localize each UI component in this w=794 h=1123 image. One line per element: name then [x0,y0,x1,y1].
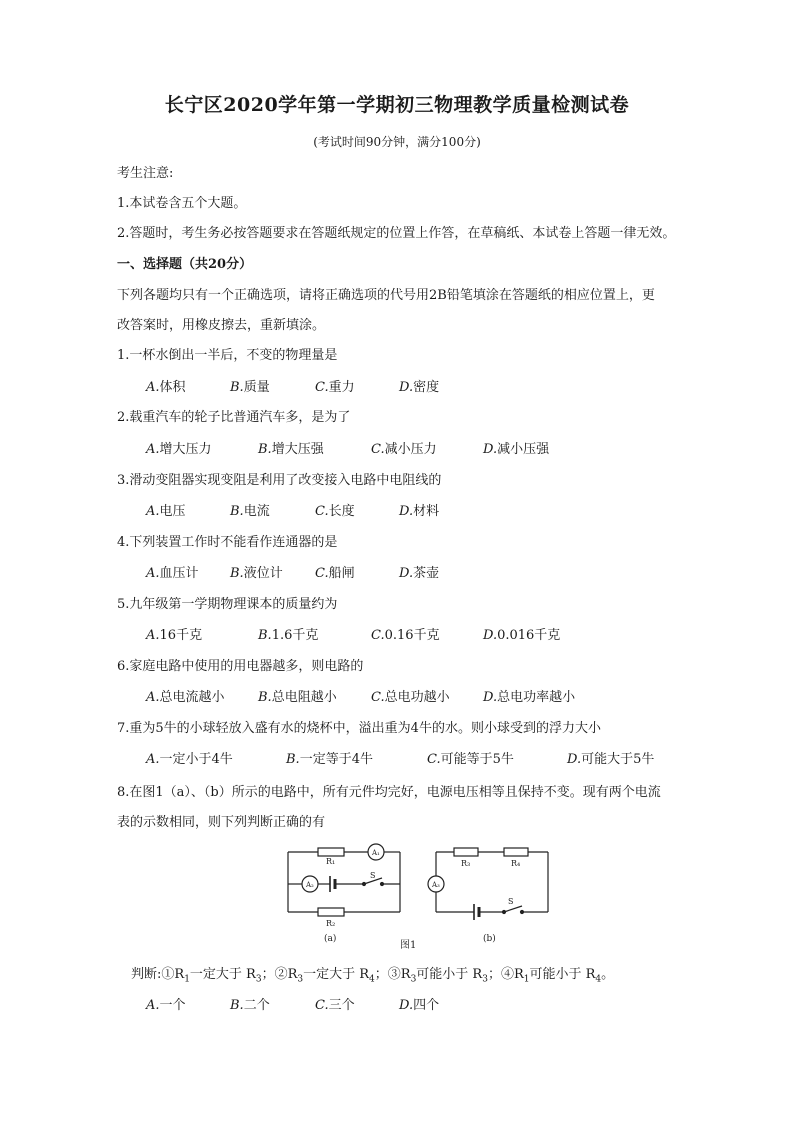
q8-option-c: C.三个 [315,998,355,1013]
question-8-stem-2: 表的示数相同，则下列判断正确的有 [117,815,326,830]
resistor-r1-a [318,848,344,856]
label-b: (b) [483,934,496,944]
q2-option-b: B.增大压强 [258,442,324,457]
switch-b [504,906,522,912]
q8-option-a: A.一个 [146,998,186,1013]
q3-option-a: A.电压 [146,504,186,519]
q7-option-d: D.可能大于5牛 [567,752,655,767]
section-instruction-1: 下列各题均只有一个正确选项，请将正确选项的代号用2B铅笔填涂在答题纸的相应位置上，更 [117,288,655,303]
notice-heading: 考生注意: [117,166,174,181]
figure-caption: 图1 [400,940,417,951]
circuit-a [288,844,400,916]
label-a2: A₂ [306,881,314,889]
q6-option-a: A.总电流越小 [146,690,225,705]
question-2-stem: 2.载重汽车的轮子比普通汽车多，是为了 [117,410,351,425]
q6-option-b: B.总电阻越小 [258,690,337,705]
section-heading: 一、选择题（共20分） [117,257,253,272]
q8-option-d: D.四个 [399,998,440,1013]
q8-option-b: B.二个 [230,998,270,1013]
question-8-stem: 8.在图1（a）、（b）所示的电路中，所有元件均完好，电源电压相等且保持不变。现有两个电流 [117,785,661,800]
question-1-stem: 1.一杯水倒出一半后，不变的物理量是 [117,348,338,363]
label-a: (a) [324,934,337,944]
q2-option-d: D.减小压强 [483,442,550,457]
section-instruction-2: 改答案时，用橡皮擦去，重新填涂。 [117,318,326,333]
q5-option-b: B.1.6千克 [258,628,319,643]
label-a3: A₃ [432,881,440,889]
q1-option-a: A.体积 [146,380,186,395]
question-6-stem: 6.家庭电路中使用的用电器越多，则电路的 [117,659,364,674]
question-7-stem: 7.重为5牛的小球轻放入盛有水的烧杯中，溢出重为4牛的水。则小球受到的浮力大小 [117,721,601,736]
q7-option-a: A.一定小于4牛 [146,752,233,767]
question-5-stem: 5.九年级第一学期物理课本的质量约为 [117,597,338,612]
q3-option-c: C.长度 [315,504,355,519]
label-r1-a: R₁ [326,857,336,866]
exam-title: 长宁区2020学年第一学期初三物理教学质量检测试卷 [164,94,630,116]
resistor-r4 [504,848,528,856]
q2-option-c: C.减小压力 [371,442,437,457]
q3-option-d: D.材料 [399,504,440,519]
resistor-r3 [454,848,478,856]
q7-option-c: C.可能等于5牛 [427,752,514,767]
q2-option-a: A.增大压力 [146,442,212,457]
q4-option-d: D.茶壶 [399,566,440,581]
q4-option-a: A.血压计 [146,566,199,581]
label-a1: A₁ [372,849,380,857]
label-s-a: S [370,871,376,880]
q4-option-c: C.船闸 [315,566,355,581]
q1-option-c: C.重力 [315,380,355,395]
q5-option-d: D.0.016千克 [483,628,561,643]
question-4-stem: 4.下列装置工作时不能看作连通器的是 [117,535,338,550]
label-r3: R₃ [461,859,471,868]
label-s-b: S [508,897,514,906]
q1-option-b: B.质量 [230,380,270,395]
notice-item-1: 1.本试卷含五个大题。 [117,196,247,211]
notice-item-2: 2.答题时，考生务必按答题要求在答题纸规定的位置上作答，在草稿纸、本试卷上答题一律无效。 [117,226,676,241]
q6-option-c: C.总电功越小 [371,690,450,705]
q5-option-c: C.0.16千克 [371,628,440,643]
judgement-line: 判断$:①R_1$一定大于 $R_3$；$②R_3$一定大于 $R_4$；$③R_3$可能小于 $R_3$；$④R_1$可能小于 $R_4$。 [131,967,615,985]
circuit-b [428,848,548,920]
q4-option-b: B.液位计 [230,566,283,581]
label-r4: R₄ [511,859,521,868]
label-r2: R₂ [326,919,336,928]
exam-subtitle: (考试时间90分钟，满分100分) [313,135,481,149]
circuit-figure [282,840,554,952]
resistor-r2 [318,908,344,916]
q6-option-d: D.总电功率越小 [483,690,576,705]
q5-option-a: A.16千克 [146,628,203,643]
q1-option-d: D.密度 [399,380,440,395]
question-3-stem: 3.滑动变阻器实现变阻是利用了改变接入电路中电阻线的 [117,473,442,488]
q3-option-b: B.电流 [230,504,270,519]
q7-option-b: B.一定等于4牛 [286,752,373,767]
